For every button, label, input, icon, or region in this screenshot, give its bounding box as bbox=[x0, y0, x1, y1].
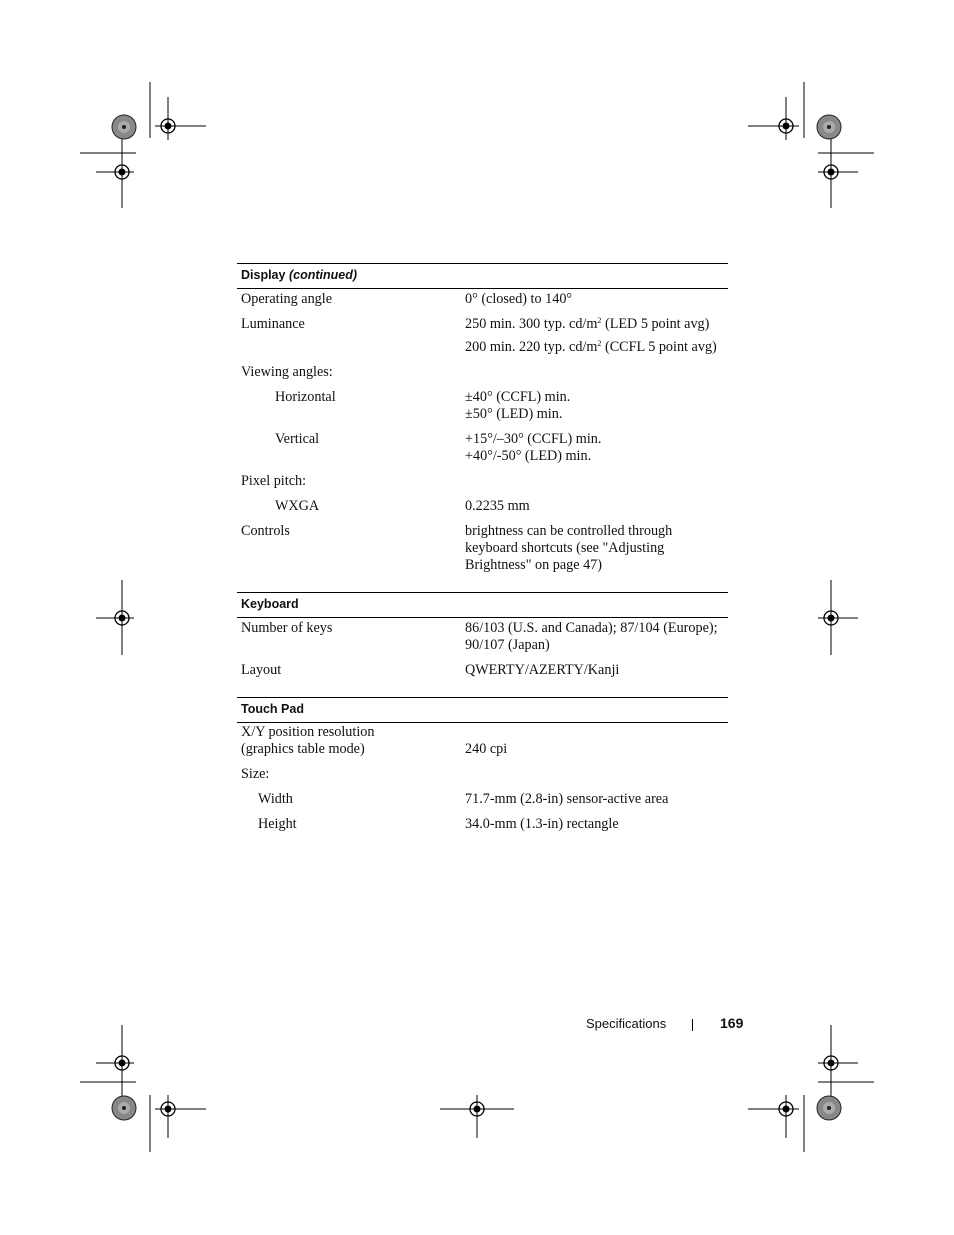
section-header-touch-pad bbox=[237, 697, 728, 723]
section-header-keyboard bbox=[237, 592, 728, 618]
label-wxga: WXGA bbox=[275, 498, 320, 514]
label-width: Width bbox=[258, 791, 293, 807]
value-height: 34.0-mm (1.3-in) rectangle bbox=[465, 816, 619, 832]
label-controls: Controls bbox=[241, 523, 290, 539]
section-title-touch-pad: Touch Pad bbox=[241, 702, 304, 716]
value-controls: brightness can be controlled through keyboard shortcuts (see "Adjusting Brightness" on page 47) bbox=[465, 523, 673, 573]
value-operating-angle: 0° (closed) to 140° bbox=[465, 291, 573, 307]
page-number: 169 bbox=[720, 1015, 744, 1031]
footer-separator bbox=[692, 1019, 693, 1031]
label-pixel-pitch: Pixel pitch: bbox=[241, 473, 307, 489]
label-luminance: Luminance bbox=[241, 316, 305, 332]
value-wxga: 0.2235 mm bbox=[465, 498, 530, 514]
label-horizontal: Horizontal bbox=[275, 389, 336, 405]
footer-section-title: Specifications bbox=[586, 1016, 667, 1031]
value-vertical: +15°/–30° (CCFL) min. +40°/-50° (LED) min. bbox=[465, 431, 602, 464]
section-title-suffix: (continued) bbox=[288, 268, 357, 282]
value-number-of-keys: 86/103 (U.S. and Canada); 87/104 (Europe); 90/107 (Japan) bbox=[465, 620, 718, 653]
label-size: Size: bbox=[241, 766, 270, 782]
label-height: Height bbox=[258, 816, 297, 832]
value-luminance-led: 250 min. 300 typ. $cd/m^2$ (LED 5 point avg) bbox=[465, 316, 710, 332]
label-operating-angle: Operating angle bbox=[241, 291, 332, 307]
section-title-keyboard: Keyboard bbox=[241, 597, 299, 611]
label-viewing-angles: Viewing angles: bbox=[241, 364, 333, 380]
value-xy-resolution: 240 cpi bbox=[465, 741, 508, 757]
section-title-display: Display bbox=[241, 268, 286, 282]
label-layout: Layout bbox=[241, 662, 282, 678]
value-luminance-ccfl: 200 min. 220 typ. $cd/m^2$ (CCFL 5 point avg) bbox=[465, 339, 717, 355]
value-layout: QWERTY/AZERTY/Kanji bbox=[465, 662, 620, 678]
section-header-display bbox=[237, 263, 728, 289]
value-width: 71.7-mm (2.8-in) sensor-active area bbox=[465, 791, 669, 807]
label-number-of-keys: Number of keys bbox=[241, 620, 333, 636]
label-vertical: Vertical bbox=[275, 431, 320, 447]
label-xy-resolution: X/Y position resolution (graphics table mode) bbox=[241, 724, 375, 757]
value-horizontal: ±40° (CCFL) min. ±50° (LED) min. bbox=[465, 389, 571, 422]
